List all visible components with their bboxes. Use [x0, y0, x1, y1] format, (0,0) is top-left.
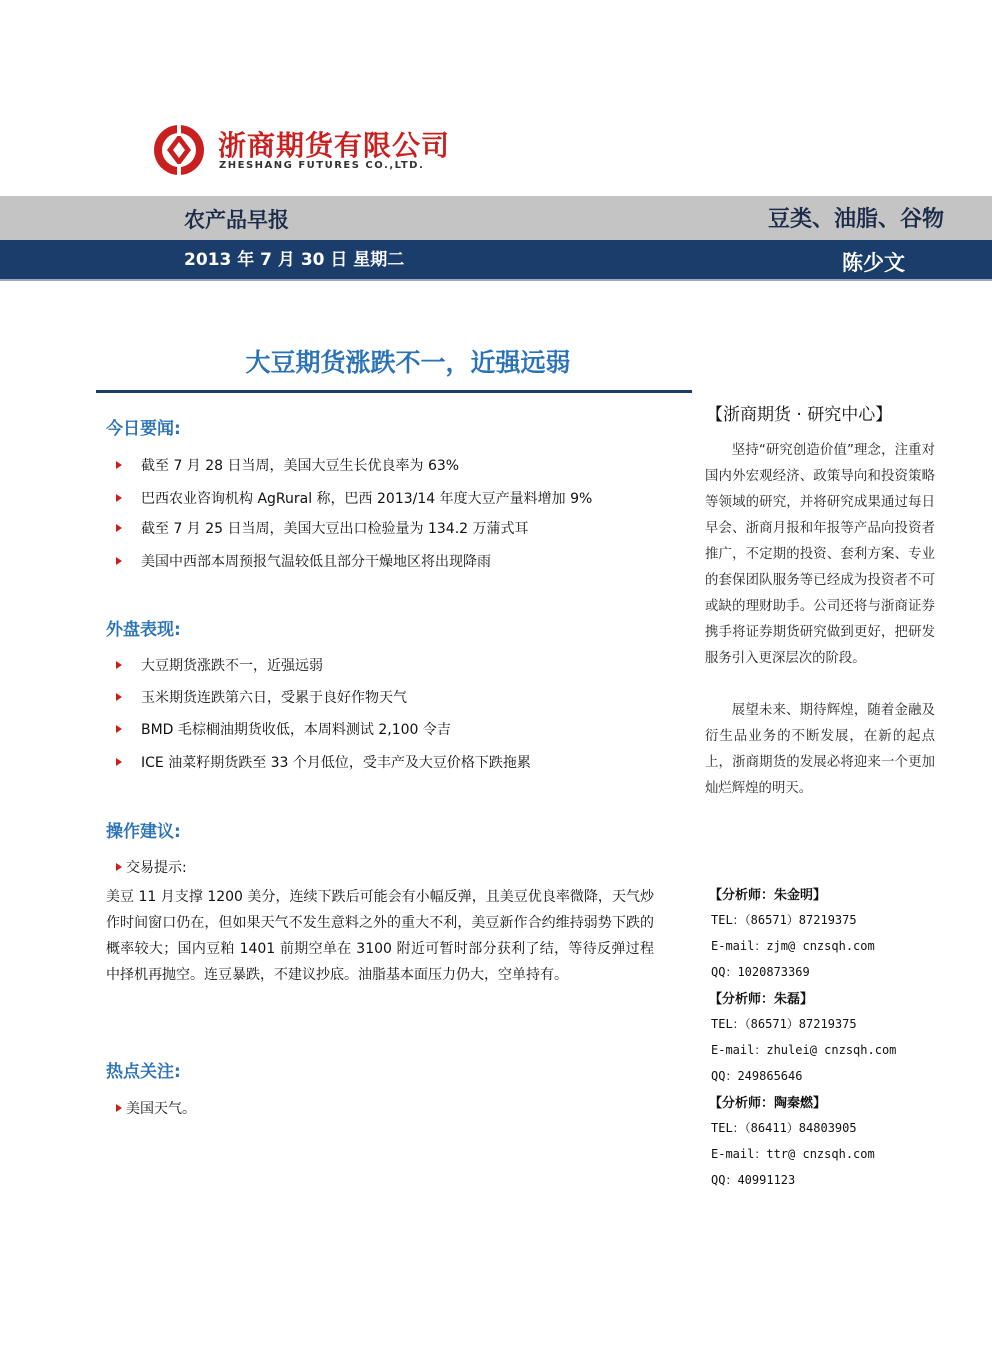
trade-tip-label: 交易提示:	[116, 857, 187, 877]
company-name-en: ZHESHANG FUTURES CO.,LTD.	[219, 160, 425, 171]
section-heading-advice: 操作建议:	[106, 822, 181, 842]
company-name-cn: 浙商期货有限公司	[218, 129, 451, 162]
bullet-arrow-icon	[116, 557, 122, 565]
header-rule	[0, 279, 992, 281]
sidebar-intro-paragraph: 坚持“研究创造价值”理念，注重对国内外宏观经济、政策导向和投资策略等领域的研究，并将研究成果通过每日早会、浙商月报和年报等产品向投资者推广，不定期的投资、套利方案、专业的套保团队服务等已经成为投资者不可或缺的理财助手。公司还将与浙商证券携手将证券期货研究做到更好，把研发服务引入更深层次的阶段。	[705, 443, 935, 666]
analyst-name: 【分析师：朱磊】	[709, 992, 814, 1007]
focus-item: 美国天气。	[116, 1098, 196, 1118]
bullet-arrow-icon	[116, 461, 122, 469]
news-item: 美国中西部本周预报气温较低且部分干燥地区将出现降雨	[116, 551, 491, 571]
news-item: 巴西农业咨询机构 AgRural 称，巴西 2013/14 年度大豆产量料增加 9%	[116, 488, 592, 508]
market-item: 玉米期货连跌第六日，受累于良好作物天气	[116, 687, 407, 707]
news-item: 截至 7 月 25 日当周，美国大豆出口检验量为 134.2 万蒲式耳	[116, 518, 529, 538]
analyst-email: E-mail：ttr@ cnzsqh.com	[711, 1147, 875, 1161]
analyst-tel: TEL：（86411）84803905	[711, 1121, 857, 1135]
title-underline	[96, 390, 692, 393]
section-heading-news: 今日要闻:	[106, 419, 181, 439]
analyst-qq: QQ：40991123	[711, 1173, 796, 1187]
section-heading-market: 外盘表现:	[106, 620, 181, 640]
analyst-qq: QQ：1020873369	[711, 965, 810, 979]
advice-paragraph: 美豆 11 月支撑 1200 美分，连续下跌后可能会有小幅反弹，且美豆优良率微降，天气炒作时间窗口仍在，但如果天气不发生意料之外的重大不利，美豆新作合约维持弱势下跌的概率较大；国内豆粕 1401 前期空单在 3100 附近可暂时部分获利了结，等待反弹过程中择机再抛空。连豆暴跌，不建议抄底。油脂基本面压力仍大，空单持有。	[106, 889, 654, 983]
bullet-arrow-icon	[116, 693, 122, 701]
bullet-arrow-icon	[116, 758, 122, 766]
sidebar-outlook-paragraph: 展望未来、期待辉煌，随着金融及衍生品业务的不断发展，在新的起点上，浙商期货的发展必将迎来一个更加灿烂辉煌的明天。	[705, 703, 935, 796]
bullet-arrow-icon	[116, 661, 122, 669]
bullet-arrow-icon	[116, 524, 122, 532]
page-title: 大豆期货涨跌不一，近强远弱	[245, 348, 571, 377]
bullet-arrow-icon	[116, 494, 122, 502]
analyst-name: 【分析师：朱金明】	[709, 888, 827, 903]
bullet-arrow-icon	[116, 725, 122, 733]
report-date: 2013 年 7 月 30 日 星期二	[184, 250, 405, 270]
analyst-email: E-mail：zhulei@ cnzsqh.com	[711, 1043, 897, 1057]
bullet-arrow-icon	[116, 1104, 122, 1112]
sidebar-title: 【浙商期货 · 研究中心】	[706, 405, 893, 425]
market-item: 大豆期货涨跌不一，近强远弱	[116, 655, 323, 675]
report-type: 农产品早报	[184, 208, 289, 232]
analyst-qq: QQ：249865646	[711, 1069, 803, 1083]
section-heading-focus: 热点关注:	[106, 1062, 181, 1082]
bullet-arrow-icon	[116, 863, 122, 871]
report-categories: 豆类、油脂、谷物	[767, 207, 944, 232]
market-item: BMD 毛棕榈油期货收低，本周料测试 2,100 令吉	[116, 719, 451, 739]
company-logo-icon	[153, 124, 205, 176]
news-item: 截至 7 月 28 日当周，美国大豆生长优良率为 63%	[116, 455, 459, 475]
report-author: 陈少文	[842, 251, 905, 275]
analyst-tel: TEL：（86571）87219375	[711, 913, 857, 927]
analyst-email: E-mail：zjm@ cnzsqh.com	[711, 939, 875, 953]
analyst-name: 【分析师：陶秦燃】	[709, 1096, 827, 1111]
market-item: ICE 油菜籽期货跌至 33 个月低位，受丰产及大豆价格下跌拖累	[116, 752, 531, 772]
analyst-tel: TEL：（86571）87219375	[711, 1017, 857, 1031]
